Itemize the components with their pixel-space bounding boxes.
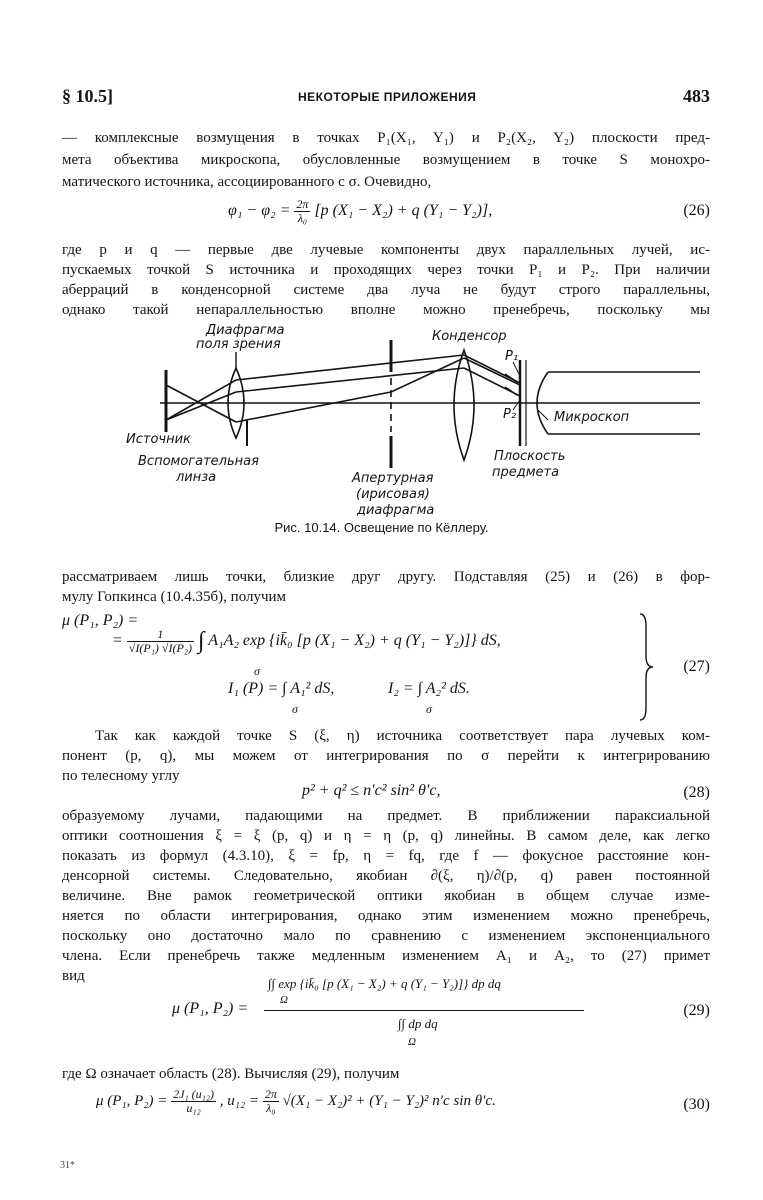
- eq27-sigma: σ: [426, 702, 432, 716]
- integral-sign: ∫: [197, 628, 205, 654]
- label-aperture: Апертурная: [352, 471, 434, 486]
- text-line: вид: [62, 968, 85, 984]
- label-object-plane: Плоскость: [494, 449, 566, 464]
- eq29-omega: Ω: [280, 994, 288, 1006]
- eq27-frac-num: 1: [127, 628, 194, 642]
- text-line: понент (p, q), мы можем от интегрирования по σ перейти к интегрированию: [62, 748, 710, 764]
- label-condenser: Конденсор: [432, 329, 507, 344]
- label-p1: P₁: [505, 349, 519, 364]
- eq27-integral-rhs: A₁A₂ exp {ik̄₀ [p (X₁ − X₂) + q (Y₁ − Y₂)]} dS,: [208, 632, 501, 650]
- eq27-lhs: μ (P₁, P₂) =: [62, 612, 139, 629]
- eq30-frac2-num: 2π: [264, 1087, 277, 1101]
- text-line: где p и q — первые две лучевые компоненты двух параллельных лучей, ис-: [62, 242, 710, 258]
- text-line: где Ω означает область (28). Вычисляя (29), получим: [62, 1066, 400, 1082]
- text-line: показать из формул (4.3.10), ξ = fp, η = fq, где f — фокусное расстояние кон-: [62, 848, 710, 864]
- text-line: поскольку оно достаточно мало по сравнению с изменением экспоненциального: [62, 928, 710, 944]
- section-number: § 10.5]: [62, 86, 113, 106]
- eq27-right-brace: [636, 612, 656, 722]
- text-line: по телесному углу: [62, 768, 180, 784]
- text-line: рассматриваем лишь точки, близкие друг другу. Подставляя (25) и (26) в фор-: [62, 569, 710, 585]
- eq30-frac1-num: 2J₁ (u₁₂): [173, 1087, 214, 1101]
- text-line: мета объектива микроскопа, обусловленные возмущением в точке S монохро-: [62, 152, 710, 168]
- eq29-fraction-bar: [264, 1010, 584, 1011]
- equation-number-27: (27): [683, 658, 710, 675]
- text-line: величине. Вне рамок геометрической оптики якобиан в общем случае изме-: [62, 888, 710, 904]
- ray: [236, 392, 391, 422]
- eq26-fraction: [294, 198, 310, 225]
- eq29-denominator: ∫∫ dp dq: [398, 1016, 438, 1031]
- eq29-numerator: ∫∫ exp {ik̄₀ [p (X₁ − X₂) + q (Y₁ − Y₂)]} dp dq: [268, 976, 501, 991]
- text-line: няется по области интегрирования, однако этим изменением можно пренебречь,: [62, 908, 710, 924]
- equation-number-26: (26): [683, 202, 710, 219]
- text-line: матического источника, ассоциированного с σ. Очевидно,: [62, 174, 432, 190]
- eq26-frac-den: λ₀: [297, 211, 308, 225]
- equation-number-30: (30): [683, 1096, 710, 1113]
- label-aperture: (ирисовая): [356, 487, 430, 502]
- eq30-rhs: √(X₁ − X₂)² + (Y₁ − Y₂)² n′c sin θ′c.: [282, 1092, 496, 1109]
- running-header: [62, 86, 710, 110]
- text-line: аберраций в конденсорной системе два луча не будут строго параллельны,: [62, 282, 710, 298]
- label-field-diaphragm: поля зрения: [196, 337, 281, 352]
- eq27-fraction: [127, 628, 194, 655]
- koehler-illumination-figure: [0, 318, 763, 518]
- printer-signature: 31*: [60, 1160, 75, 1171]
- label-field-diaphragm: Диафрагма: [206, 323, 285, 338]
- eq30-fraction-2: [263, 1088, 279, 1115]
- eq30-lhs: μ (P₁, P₂) =: [96, 1092, 168, 1109]
- ray: [236, 368, 464, 392]
- ray: [236, 355, 464, 380]
- label-p2: P₂: [503, 407, 517, 422]
- equation-27-main: = $\frac{1}{\text{√I(P₁) √I(P₂)}}$ ∫ A₁A₂ exp {ik̄₀ [p (X₁ − X₂) + q (Y₁ − Y₂)]} dS,: [112, 627, 501, 655]
- eq26-rhs: [p (X₁ − X₂) + q (Y₁ − Y₂)],: [314, 202, 493, 220]
- eq27-sigma: σ: [254, 664, 260, 678]
- eq30-frac2-den: λ₀: [266, 1101, 276, 1115]
- eq27-i2: I₂ = ∫ A₂² dS.: [388, 680, 470, 697]
- optical-system-drawing: [160, 340, 700, 468]
- text-line: однако такой непараллельностью вполне можно пренебречь, поскольку мы: [62, 302, 710, 318]
- equation-number-28: (28): [683, 784, 710, 801]
- label-object-plane: предмета: [492, 465, 560, 480]
- eq27-sigma: σ: [292, 702, 298, 716]
- text-line: Так как каждой точке S (ξ, η) источника соответствует пара лучевых ком-: [95, 728, 710, 744]
- page-number: 483: [683, 86, 710, 106]
- text-line: оптики соотношения ξ = ξ (p, q) и η = η (p, q) линейны. В самом деле, как легко: [62, 828, 710, 844]
- text-line: мулу Гопкинса (10.4.35б), получим: [62, 589, 287, 605]
- eq29-lhs: μ (P₁, P₂) =: [172, 1000, 249, 1017]
- label-microscope: Микроскоп: [554, 410, 630, 425]
- eq29-omega: Ω: [408, 1036, 416, 1048]
- ray: [166, 380, 236, 420]
- label-aux-lens: линза: [176, 470, 217, 485]
- text-line: пускаемых точкой S источника и проходящих через точки P₁ и P₂. При наличии: [62, 262, 710, 278]
- text-line: образуемому лучами, падающими на предмет. В приближении параксиальной: [62, 808, 710, 824]
- eq27-i1: I₁ (P) = ∫ A₁² dS,: [228, 680, 335, 697]
- label-source: Источник: [126, 432, 191, 447]
- text-line: члена. Если пренебречь также медленным изменением A₁ и A₂, то (27) примет: [62, 948, 710, 964]
- arrow-head: [505, 387, 517, 395]
- equation-26: [228, 198, 492, 225]
- eq27-frac-den: √I(P₁) √I(P₂): [128, 641, 192, 655]
- eq26-lhs: φ₁ − φ₂ =: [228, 202, 291, 220]
- equation-30: [96, 1088, 496, 1115]
- condenser-lens: [454, 350, 474, 460]
- text-line: денсорной системы. Следовательно, якобиан ∂(ξ, η)/∂(p, q) равен постоянной: [62, 868, 710, 884]
- equation-28: p² + q² ≤ n′c² sin² θ′c,: [302, 782, 441, 799]
- eq30-frac1-den: u₁₂: [186, 1101, 201, 1115]
- eq30-mid: , u₁₂ =: [219, 1092, 260, 1109]
- equation-number-29: (29): [683, 1002, 710, 1019]
- running-title: НЕКОТОРЫЕ ПРИЛОЖЕНИЯ: [298, 90, 477, 104]
- label-aperture: диафрагма: [357, 503, 435, 518]
- label-aux-lens: Вспомогательная: [138, 454, 259, 469]
- eq26-frac-num: 2π: [296, 197, 309, 211]
- eq30-fraction-1: [171, 1088, 216, 1115]
- text-line: — комплексные возмущения в точках P₁(X₁, Y₁) и P₂(X₂, Y₂) плоскости пред-: [62, 130, 710, 146]
- figure-caption: Рис. 10.14. Освещение по Кёллеру.: [274, 520, 489, 535]
